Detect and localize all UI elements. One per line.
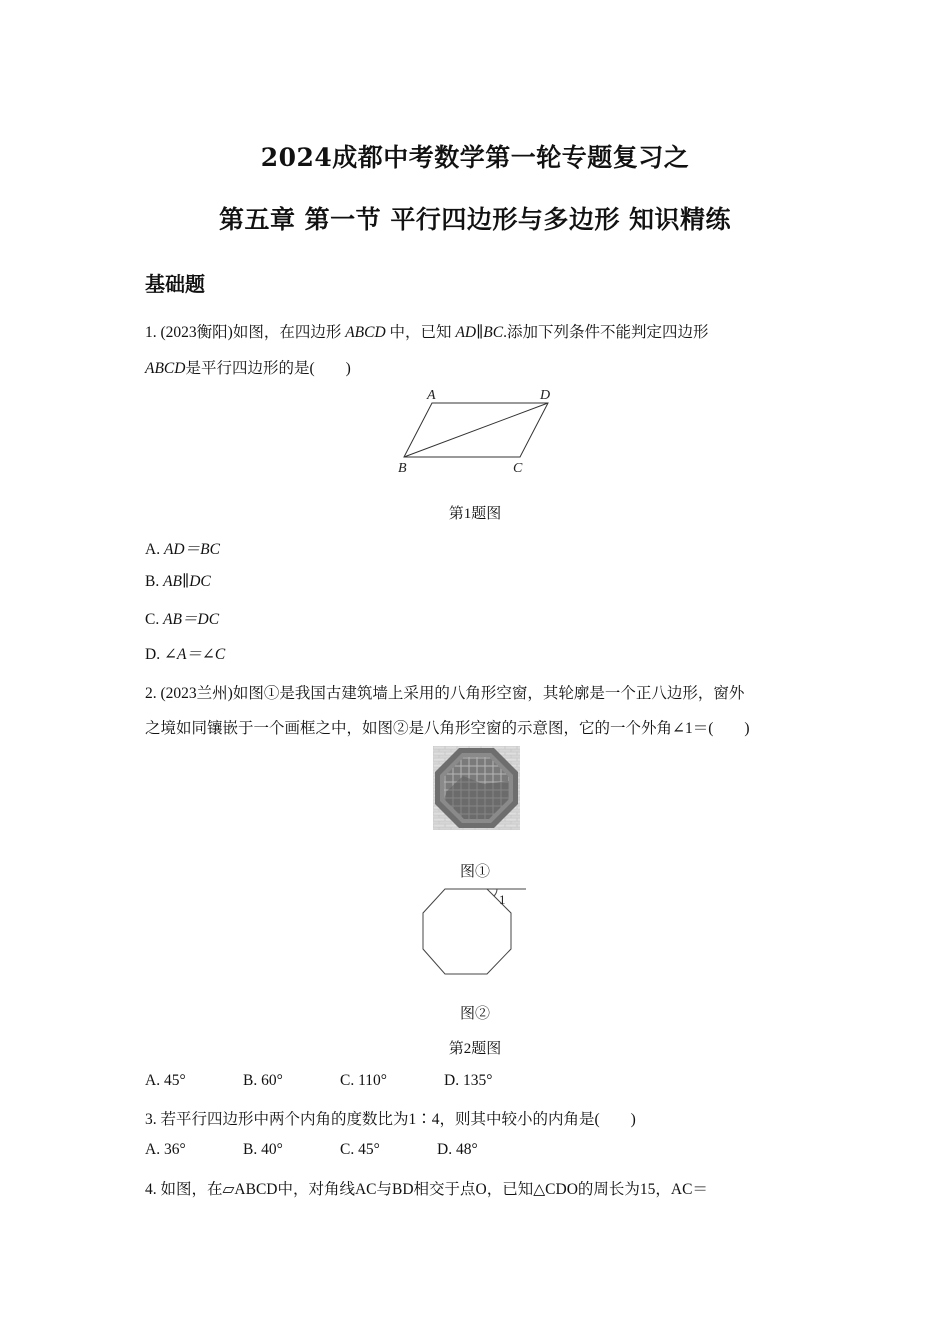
option-c[interactable]	[145, 607, 219, 629]
document-title-line1: 2024成都中考数学第一轮专题复习之	[260, 143, 690, 172]
label-B: B	[398, 461, 407, 476]
question-text: 如图，在▱ABCD中，对角线AC与BD相交于点O，已知△CDO的周长为15，AC＝	[160, 1181, 708, 1198]
option-letter: C.	[145, 611, 160, 628]
question-1-line2	[145, 356, 351, 378]
octagon-window-photo	[433, 746, 520, 830]
question-number: 3.	[145, 1111, 157, 1128]
parallelogram-figure	[390, 384, 570, 479]
option-a[interactable]	[145, 1141, 243, 1159]
figure-1-caption: 第1题图	[448, 506, 502, 522]
label-C: C	[513, 461, 523, 476]
document-title-line2: 第五章 第一节 平行四边形与多边形 知识精练	[218, 205, 732, 234]
option-letter: D.	[145, 646, 161, 663]
option-text: 48°	[455, 1141, 478, 1158]
option-text: AB＝DC	[163, 611, 220, 628]
option-b[interactable]	[243, 1141, 340, 1159]
option-letter: C.	[340, 1072, 355, 1089]
option-text: 45°	[358, 1141, 380, 1158]
question-text: (2023兰州)如图①是我国古建筑墙上采用的八角形空窗，其轮廓是一个正八边形，窗外	[160, 685, 745, 702]
question-3-line1	[145, 1107, 636, 1129]
question-text: 是平行四边形的是( )	[185, 360, 351, 377]
question-text: (2023衡阳)如图，在四边形	[160, 324, 342, 341]
option-text: 110°	[358, 1072, 387, 1089]
option-d[interactable]	[444, 1072, 492, 1090]
option-c[interactable]	[340, 1072, 444, 1090]
option-text: 135°	[462, 1072, 493, 1089]
octagon-diagram	[415, 880, 535, 980]
question-number: 1.	[145, 324, 157, 341]
option-text: ∠A＝∠C	[163, 646, 226, 663]
label-A: A	[427, 388, 436, 403]
option-b[interactable]	[145, 572, 211, 591]
section-heading: 基础题	[145, 272, 205, 296]
question-2-line1	[145, 681, 744, 703]
option-letter: A.	[145, 1141, 161, 1158]
option-text: 60°	[261, 1072, 283, 1089]
question-1-line1	[145, 320, 708, 342]
label-D: D	[540, 388, 551, 403]
question-3-options	[145, 1141, 478, 1159]
question-text: 若平行四边形中两个内角的度数比为1∶4，则其中较小的内角是( )	[160, 1111, 636, 1128]
option-letter: B.	[243, 1141, 258, 1158]
math-var: ABCD	[345, 324, 386, 341]
option-letter: B.	[145, 573, 160, 590]
option-a[interactable]	[145, 1072, 243, 1090]
option-letter: A.	[145, 1072, 161, 1089]
math-var: ABCD	[145, 360, 186, 377]
question-number: 2.	[145, 685, 157, 702]
angle-1-label: 1	[499, 892, 506, 907]
question-2-line2	[145, 716, 750, 738]
question-2-options	[145, 1072, 492, 1090]
option-text: AD＝BC	[163, 541, 220, 558]
option-letter: B.	[243, 1072, 258, 1089]
option-letter: C.	[340, 1141, 355, 1158]
option-a[interactable]	[145, 537, 220, 559]
option-letter: D.	[437, 1141, 453, 1158]
option-c[interactable]	[340, 1141, 437, 1159]
math-var: AD∥BC	[455, 324, 504, 341]
option-letter: D.	[444, 1072, 460, 1089]
figure-2-2-caption: 图②	[459, 1006, 490, 1022]
question-text: 之境如同镶嵌于一个画框之中，如图②是八角形空窗的示意图，它的一个外角∠1＝( )	[145, 720, 750, 737]
option-d[interactable]	[437, 1141, 478, 1159]
question-number: 4.	[145, 1181, 157, 1198]
option-letter: A.	[145, 541, 161, 558]
option-text: 40°	[261, 1141, 283, 1158]
figure-2-caption: 第2题图	[448, 1041, 502, 1057]
question-text: 中，已知	[389, 324, 452, 341]
option-text: 45°	[163, 1072, 186, 1089]
question-4-line1	[145, 1177, 708, 1199]
option-d[interactable]	[145, 642, 225, 664]
question-text: .添加下列条件不能判定四边形	[503, 324, 709, 341]
option-b[interactable]	[243, 1072, 340, 1090]
figure-2-1-caption: 图①	[459, 864, 490, 880]
option-text: 36°	[163, 1141, 186, 1158]
option-text: AB∥DC	[163, 573, 211, 590]
